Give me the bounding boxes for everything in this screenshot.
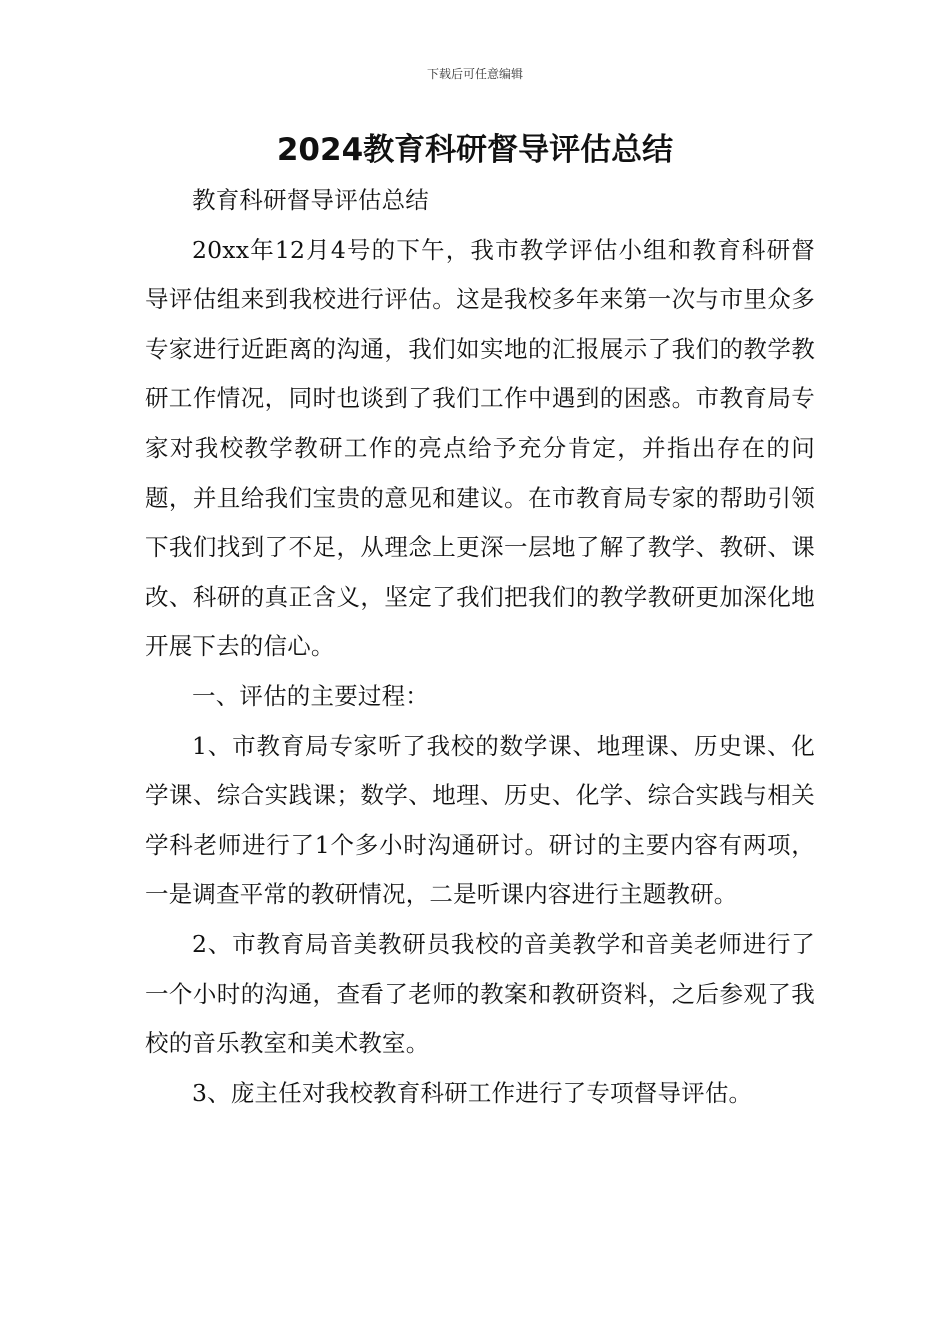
paragraph-item-1: 1、市教育局专家听了我校的数学课、地理课、历史课、化学课、综合实践课；数学、地理、历史、化学、综合实践与相关学科老师进行了1个多小时沟通研讨。研讨的主要内容有两项，一是调查平常的教研情况，二是听课内容进行主题教研。 (145, 731, 815, 909)
paragraph-intro: 20xx年12月4号的下午，我市教学评估小组和教育科研督导评估组来到我校进行评估。这是我校多年来第一次与市里众多专家进行近距离的沟通，我们如实地的汇报展示了我们的教学教研工作情况，同时也谈到了我们工作中遇到的困惑。市教育局专家对我校教学教研工作的亮点给予充分肯定，并指出存在的问题，并且给我们宝贵的意见和建议。在市教育局专家的帮助引领下我们找到了不足，从理念上更深一层地了解了教学、教研、课改、科研的真正含义，坚定了我们把我们的教学教研更加深化地开展下去的信心。 (145, 235, 815, 661)
document-title: 2024教育科研督导评估总结 (276, 132, 674, 168)
paragraph-subtitle: 教育科研督导评估总结 (192, 186, 429, 214)
paragraph-item-2: 2、市教育局音美教研员我校的音美教学和音美老师进行了一个小时的沟通，查看了老师的教案和教研资料，之后参观了我校的音乐教室和美术教室。 (145, 929, 815, 1058)
header-note: 下载后可任意编辑 (426, 67, 523, 81)
paragraph-item-3: 3、庞主任对我校教育科研工作进行了专项督导评估。 (192, 1078, 753, 1107)
document-body (145, 176, 815, 1118)
paragraph-section-heading: 一、评估的主要过程： (192, 681, 429, 710)
